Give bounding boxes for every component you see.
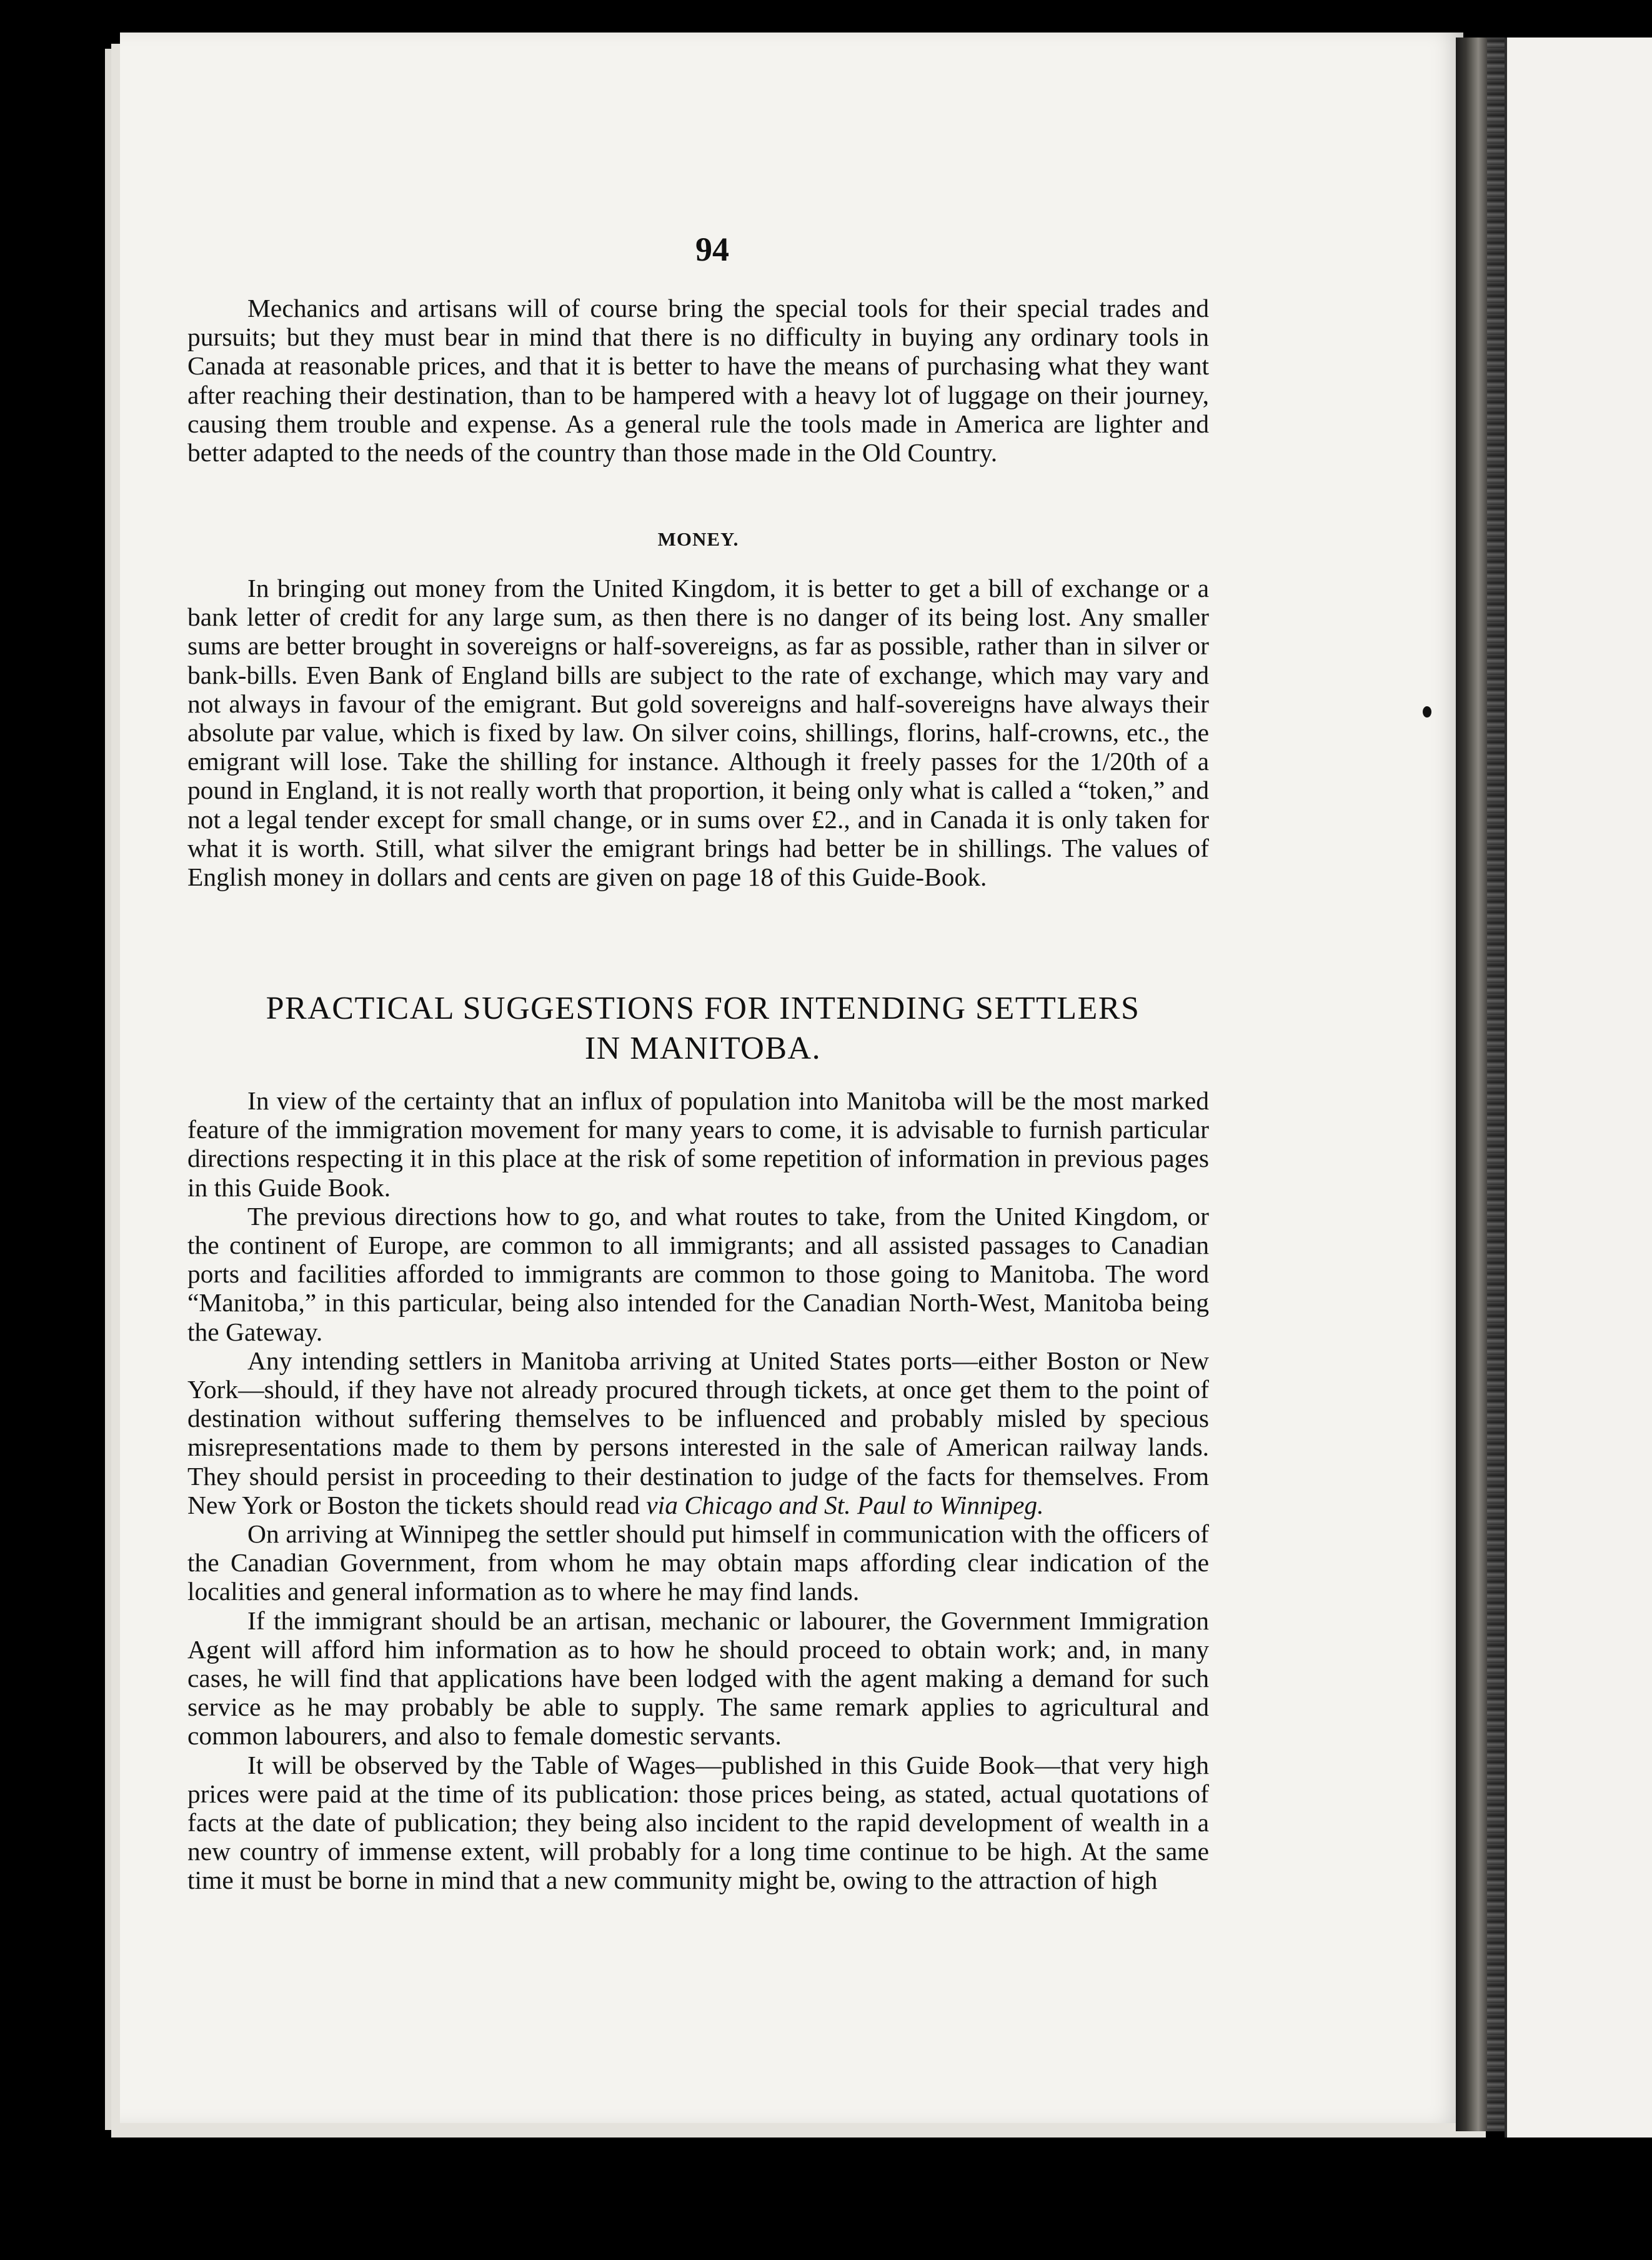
section-title-line-2: IN MANITOBA. [584, 1031, 822, 1066]
section-title-line-1: PRACTICAL SUGGESTIONS FOR INTENDING SETTLERS [266, 991, 1140, 1026]
page-number: 94 [695, 231, 729, 268]
ticket-route: via Chicago and St. Paul to Winnipeg. [646, 1490, 1044, 1519]
paragraph-us-ports [187, 1346, 1209, 1519]
facing-page-edge [1507, 38, 1652, 2138]
money-heading: MONEY. [657, 528, 739, 550]
paragraph-previous-directions: The previous directions how to go, and what routes to take, from the United Kingdom, or the continent of Europe, are common to all immigrants; and all assisted passages to Canadian ports and facilities afforded to immigrants are common to those going to Manitoba. The word “Manitoba,” in this particular, being also intended for the Canadian North-West, Manitoba being the Gateway. [187, 1201, 1209, 1346]
paragraph-artisan: If the immigrant should be an artisan, mechanic or labourer, the Government Immigration Agent will afford him information as to how he should proceed to obtain work; and, in many cases, he will find that applications have been lodged with the agent making a demand for such service as he may probably be able to supply. The same remark applies to agricultural and common labourers, and also to female domestic servants. [187, 1606, 1209, 1751]
ink-speck [1423, 706, 1431, 718]
intro-paragraph: Mechanics and artisans will of course bring the special tools for their special trades and pursuits; but they must bear in mind that there is no difficulty in buying any ordinary tools in Canada at reasonable prices, and that it is better to have the means of purchasing what they want after reaching their destination, than to be hampered with a heavy lot of luggage on their journey, causing them trouble and expense. As a general rule the tools made in America are lighter and better adapted to the needs of the country than those made in the Old Country. [187, 294, 1209, 468]
paragraph-winnipeg: On arriving at Winnipeg the settler should put himself in communication with the officers of the Canadian Government, from whom he may obtain maps affording clear indication of the localities and general information as to where he may find lands. [187, 1519, 1209, 1606]
paragraph-us-ports-text: Any intending settlers in Manitoba arriving at United States ports—either Boston or New York—should, if they have not already procured through tickets, at once get them to the point of destination without suffering themselves to be influenced and probably misled by specious misrepresentations made to them by persons interested in the sale of American railway lands. They should persist in proceeding to their destination to judge of the facts for themselves. From New York or Boston the tickets should read [187, 1346, 1209, 1519]
section-title [187, 989, 1218, 1069]
paragraph-wages: It will be observed by the Table of Wages—published in this Guide Book—that very high prices were paid at the time of its publication: those prices being, as stated, actual quotations of facts at the date of publication; they being also incident to the rapid development of wealth in a new country of immense extent, will probably for a long time continue to be high. At the same time it must be borne in mind that a new community might be, owing to the attraction of high [187, 1750, 1209, 1895]
intro-section [187, 294, 1209, 467]
money-paragraph: In bringing out money from the United Kingdom, it is better to get a bill of exchange or a bank letter of credit for any large sum, as then there is no danger of its being lost. Any smaller sums are better brought in sovereigns or half-sovereigns, as far as possible, rather than in silver or bank-bills. Even Bank of England bills are subject to the rate of exchange, which may vary and not always in favour of the emigrant. But gold sovereigns and half-sovereigns have always their absolute par value, which is fixed by law. On silver coins, shillings, florins, half-crowns, etc., the emigrant will lose. Take the shilling for instance. Although it freely passes for the 1/20th of a pound in England, it is not really worth that proportion, it being only what is called a “token,” and not a legal tender except for small change, or in sums over £2., and in Canada it is only taken for what it is worth. Still, what silver the emigrant brings had better be in shillings. The values of English money in dollars and cents are given on page 18 of this Guide-Book. [187, 574, 1209, 892]
money-section [187, 574, 1209, 891]
paragraph-influx: In view of the certainty that an influx of population into Manitoba will be the most marked feature of the immigration movement for many years to come, it is advisable to furnish particular directions respecting it in this place at the risk of some repetition of information in previous pages in this Guide Book. [187, 1086, 1209, 1202]
manitoba-section [187, 1086, 1209, 1895]
